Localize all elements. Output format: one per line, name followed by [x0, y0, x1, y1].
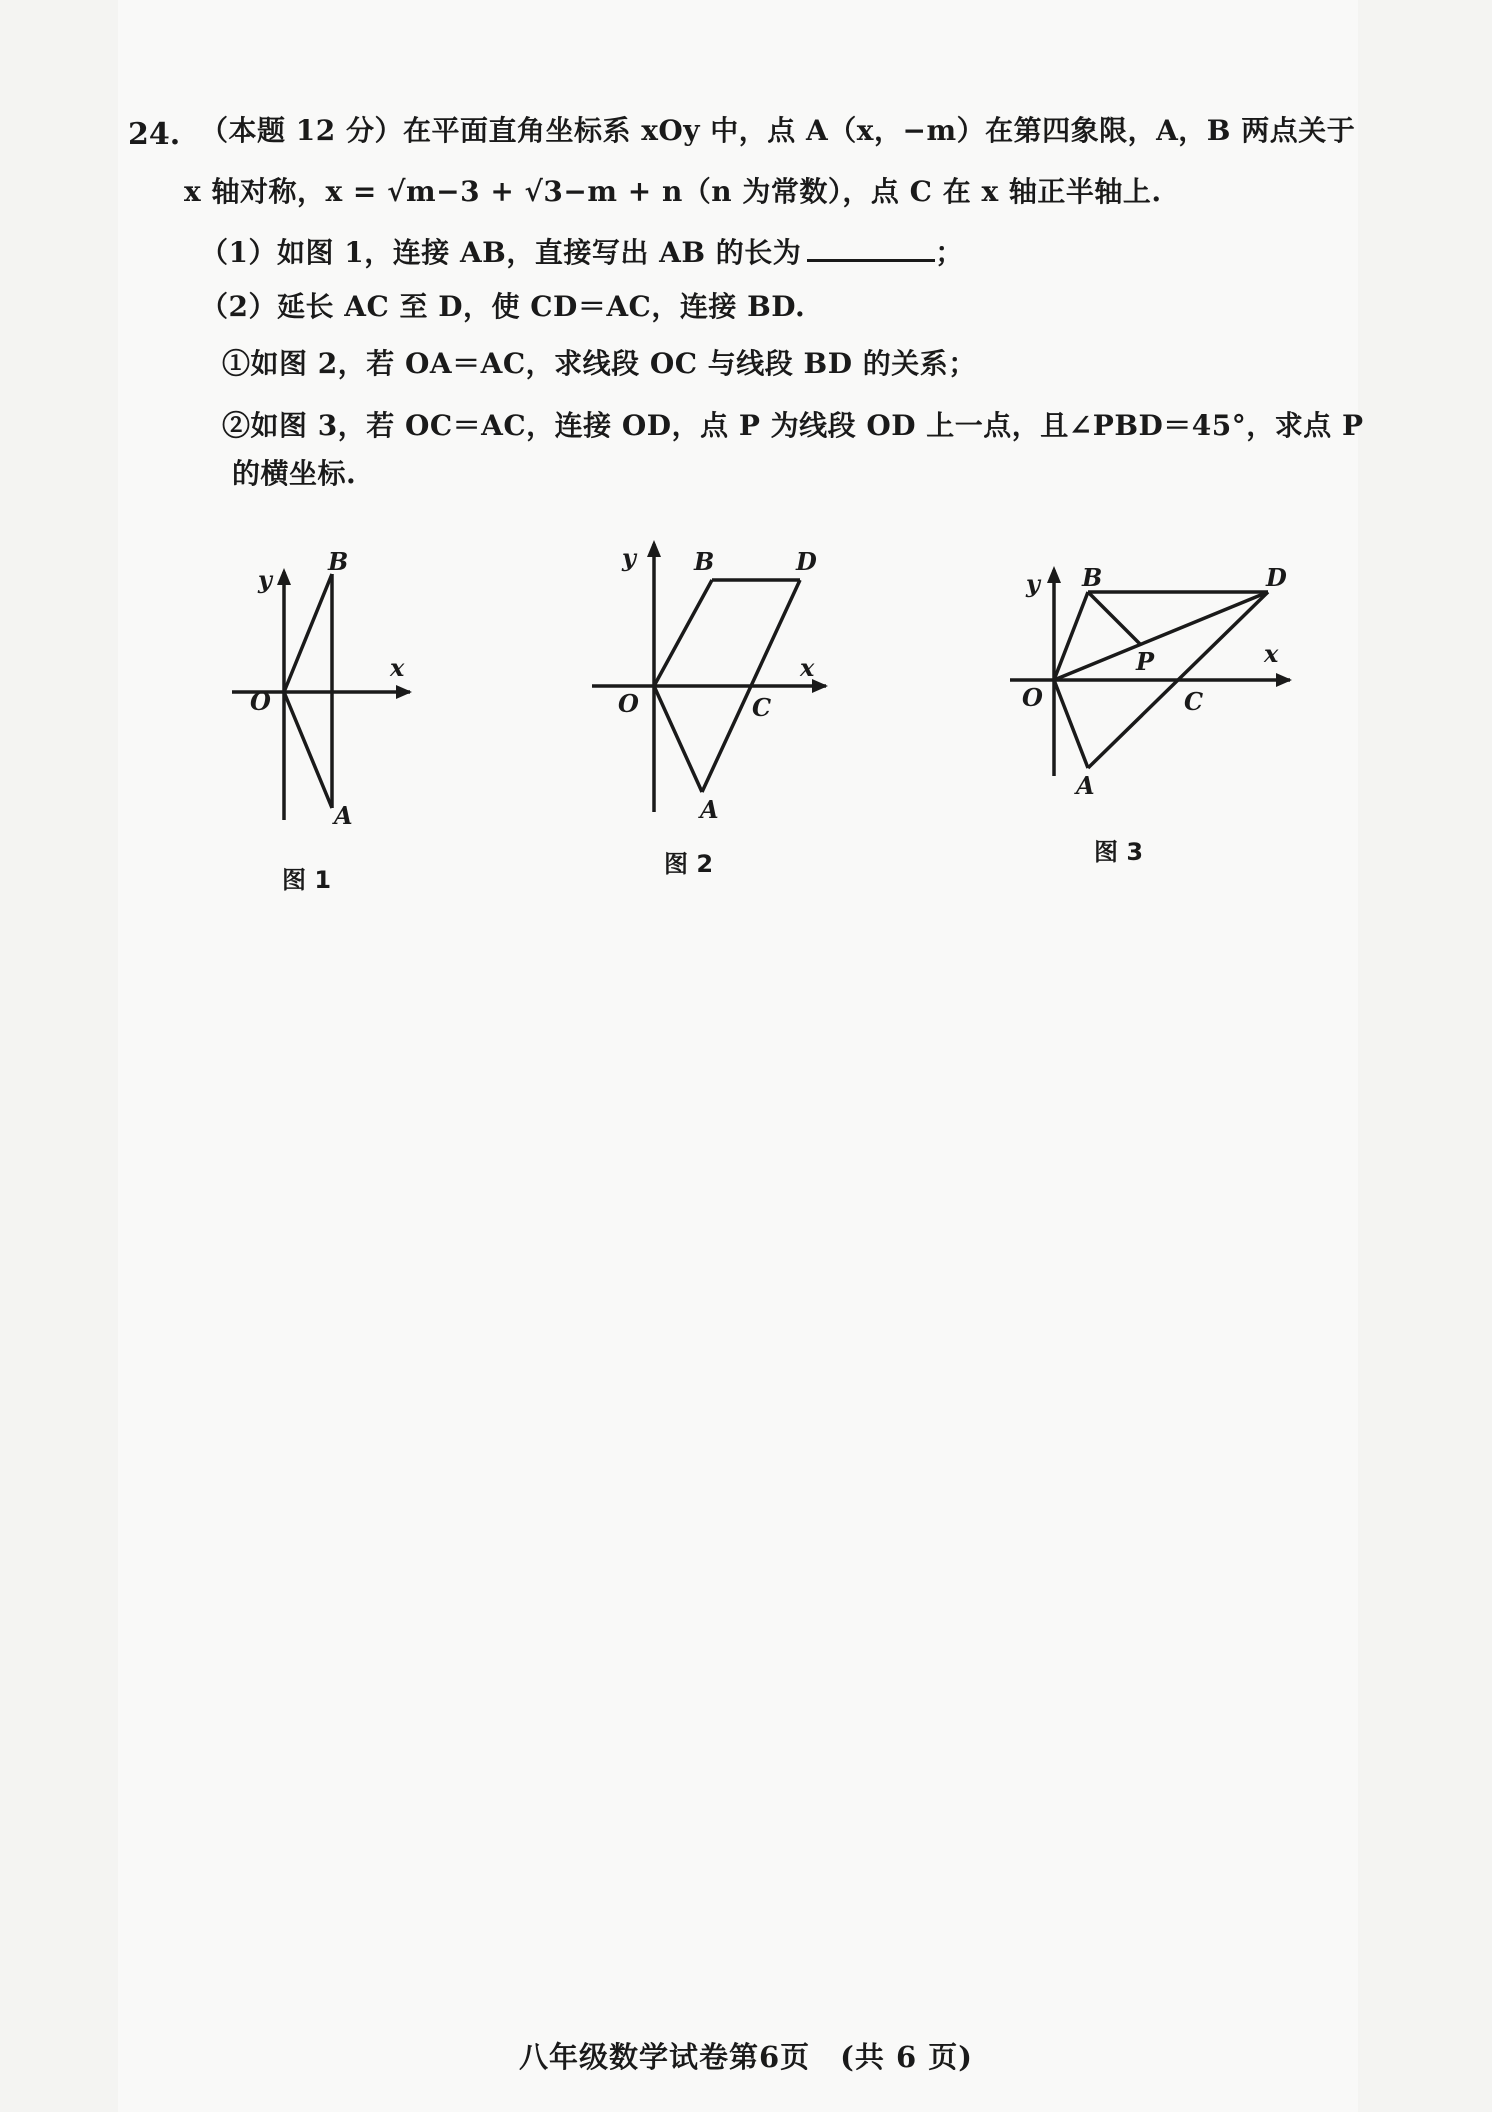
fig3-label-B: B: [1082, 563, 1103, 592]
sub-question-2-continued: 的横坐标.: [232, 457, 357, 490]
page-footer: 八年级数学试卷第6页 (共 6 页): [519, 2040, 973, 2074]
fig3-label-P: P: [1136, 647, 1155, 676]
fig3-label-A: A: [1076, 771, 1095, 800]
fig1-label-y: y: [258, 565, 272, 594]
fig3-label-O: O: [1022, 683, 1043, 712]
sub-question-2: ②如图 3，若 OC＝AC，连接 OD，点 P 为线段 OD 上一点，且∠PBD＝45°，求点 P: [222, 409, 1364, 442]
figure-1-caption: 图 1: [282, 866, 332, 894]
fig3-segment-OD: [1054, 592, 1268, 680]
part-1-end: ；: [935, 236, 964, 269]
fig3-label-x: x: [1264, 639, 1279, 668]
part-2: （2）延长 AC 至 D，使 CD＝AC，连接 BD.: [200, 290, 806, 323]
figure-3-caption: 图 3: [1094, 838, 1144, 866]
question-number: 24.: [128, 117, 181, 152]
sub-question-1: ①如图 2，若 OA＝AC，求线段 OC 与线段 BD 的关系；: [222, 347, 977, 380]
fig3-segment-OA: [1054, 680, 1088, 768]
fig2-label-B: B: [694, 547, 715, 576]
fig3-y-arrow: [1047, 566, 1061, 583]
fig3-label-y: y: [1026, 569, 1040, 598]
fig3-segment-BP: [1088, 592, 1140, 644]
fig2-label-x: x: [800, 653, 815, 682]
part-1-text: （1）如图 1，连接 AB，直接写出 AB 的长为: [200, 236, 802, 269]
fig1-label-A: A: [334, 801, 353, 830]
question-stem-line1: （本题 12 分）在平面直角坐标系 xOy 中，点 A（x，−m）在第四象限，A，B 两点关于: [200, 114, 1356, 147]
fig3-label-C: C: [1184, 687, 1204, 716]
fig2-label-D: D: [796, 547, 817, 576]
figure-2-caption: 图 2: [664, 850, 714, 878]
fig1-label-x: x: [390, 653, 405, 682]
question-stem-line2: x 轴对称，x = √m−3 + √3−m + n（n 为常数），点 C 在 x 轴正半轴上.: [184, 175, 1162, 208]
fig2-label-y: y: [622, 543, 636, 572]
fig1-label-O: O: [250, 687, 271, 716]
fig3-label-D: D: [1266, 563, 1287, 592]
fig2-label-O: O: [618, 689, 639, 718]
fig2-label-A: A: [700, 795, 719, 824]
fig1-label-B: B: [328, 547, 349, 576]
fig3-x-arrow: [1276, 673, 1292, 687]
fig2-label-C: C: [752, 693, 772, 722]
